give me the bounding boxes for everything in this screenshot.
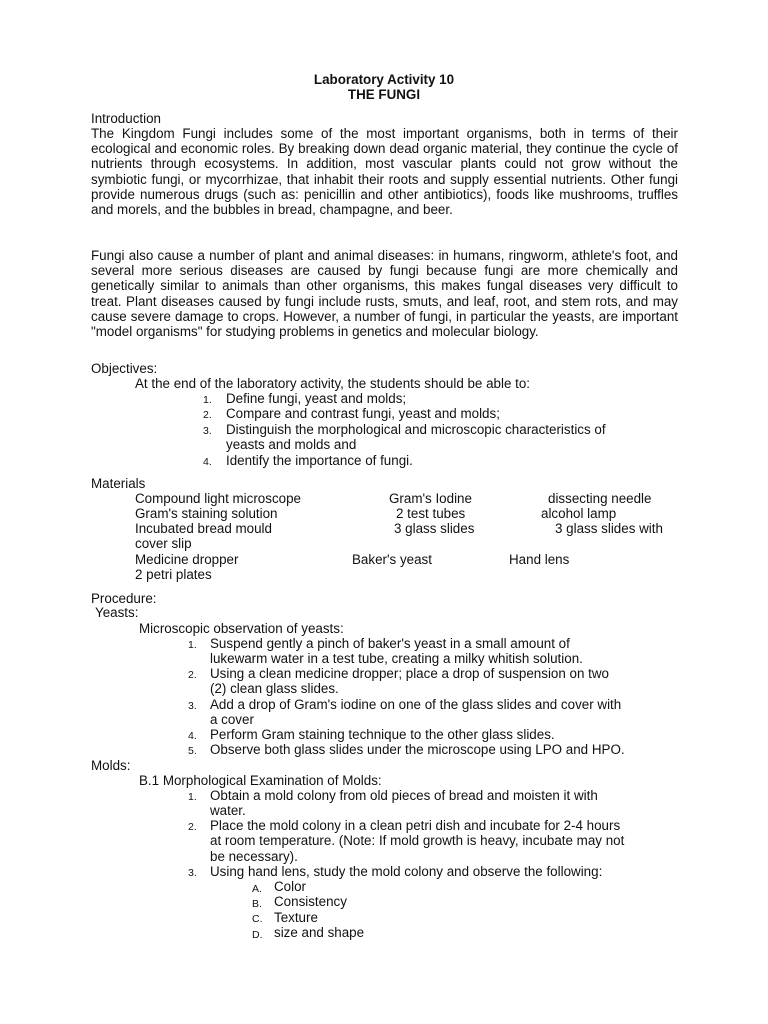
- observe-item: Texture: [274, 910, 318, 925]
- material-item: 2 test tubes: [396, 506, 466, 521]
- objective-item-continued: yeasts and molds and: [226, 437, 357, 452]
- mold-step-continued: be necessary).: [210, 849, 298, 864]
- objective-item: Compare and contrast fungi, yeast and molds;: [226, 406, 500, 421]
- material-item: Medicine dropper: [135, 552, 239, 567]
- yeast-step: Perform Gram staining technique to the other glass slides.: [210, 727, 555, 742]
- objective-item: Distinguish the morphological and microscopic characteristics of: [226, 422, 606, 437]
- material-item: Hand lens: [509, 552, 570, 567]
- material-item: 3 glass slides: [394, 521, 475, 536]
- observe-letter: D.: [252, 929, 263, 941]
- yeast-step-continued: a cover: [210, 712, 254, 727]
- objective-number: 1.: [203, 394, 212, 406]
- yeast-step: Using a clean medicine dropper; place a drop of suspension on two: [210, 666, 609, 681]
- introduction-paragraph-1: The Kingdom Fungi includes some of the most important organisms, both in terms of their ecological and economic roles. By breaking down dead organic material, they continue the cycle of nutrients through ecosystems. In addition, most vascular plants could not grow without the symbiotic fungi, or mycorrhizae, that inhabit their roots and supply essential nutrients. Other fungi provide numerous drugs (such as: penicillin and other antibiotics), foods like mushrooms, truffles and morels, and the bubbles in bread, champagne, and beer.: [91, 126, 678, 218]
- material-item: dissecting needle: [548, 491, 652, 506]
- molds-subheading: B.1 Morphological Examination of Molds:: [139, 773, 382, 788]
- observe-letter: A.: [252, 883, 262, 895]
- molds-heading: Molds:: [91, 758, 131, 773]
- yeast-step: Add a drop of Gram's iodine on one of the glass slides and cover with: [210, 697, 622, 712]
- objective-item: Identify the importance of fungi.: [226, 453, 413, 468]
- observe-letter: B.: [252, 898, 262, 910]
- material-item: alcohol lamp: [541, 506, 617, 521]
- objectives-heading: Objectives:: [91, 361, 158, 376]
- document-title: Laboratory Activity 10: [313, 72, 455, 87]
- yeast-step: Observe both glass slides under the microscope using LPO and HPO.: [210, 742, 625, 757]
- material-item: Compound light microscope: [135, 491, 301, 506]
- objective-item: Define fungi, yeast and molds;: [226, 391, 407, 406]
- material-item: Baker's yeast: [352, 552, 432, 567]
- yeast-step-number: 2.: [188, 669, 197, 681]
- yeast-step-number: 3.: [188, 700, 197, 712]
- objective-number: 2.: [203, 409, 212, 421]
- observe-letter: C.: [252, 913, 263, 925]
- mold-step: Place the mold colony in a clean petri dish and incubate for 2-4 hours: [210, 818, 621, 833]
- objective-number: 3.: [203, 425, 212, 437]
- yeast-step-continued: (2) clean glass slides.: [210, 681, 339, 696]
- introduction-heading: Introduction: [91, 111, 161, 126]
- material-item-continued: cover slip: [135, 536, 192, 551]
- observe-item: Color: [274, 879, 306, 894]
- mold-step-continued: at room temperature. (Note: If mold growth is heavy, incubate may not: [210, 833, 625, 848]
- yeasts-subheading: Microscopic observation of yeasts:: [139, 621, 344, 636]
- mold-step-number: 2.: [188, 821, 197, 833]
- yeast-step-number: 1.: [188, 639, 197, 651]
- materials-heading: Materials: [91, 476, 146, 491]
- document-subtitle: THE FUNGI: [347, 87, 421, 102]
- observe-item: size and shape: [274, 925, 365, 940]
- yeast-step-continued: lukewarm water in a test tube, creating a milky whitish solution.: [210, 651, 583, 666]
- observe-item: Consistency: [274, 894, 347, 909]
- material-item: Gram's Iodine: [389, 491, 472, 506]
- material-item: Gram's staining solution: [135, 506, 278, 521]
- yeast-step-number: 4.: [188, 730, 197, 742]
- mold-step: Obtain a mold colony from old pieces of bread and moisten it with: [210, 788, 598, 803]
- mold-step-continued: water.: [210, 803, 246, 818]
- procedure-heading: Procedure:: [91, 591, 157, 606]
- yeasts-heading: Yeasts:: [95, 605, 139, 620]
- objectives-lead: At the end of the laboratory activity, the students should be able to:: [135, 376, 531, 391]
- mold-step: Using hand lens, study the mold colony and observe the following:: [210, 864, 603, 879]
- yeast-step: Suspend gently a pinch of baker's yeast in a small amount of: [210, 636, 570, 651]
- introduction-paragraph-2: Fungi also cause a number of plant and animal diseases: in humans, ringworm, athlete's foot, and several more serious diseases are caused by fungi because fungi are more chemically and genetically similar to animals than other organisms, this makes fungal diseases very difficult to treat. Plant diseases caused by fungi include rusts, smuts, and leaf, root, and stem rots, and may cause severe damage to crops. However, a number of fungi, in particular the yeasts, are important "model organisms" for studying problems in genetics and molecular biology.: [91, 248, 678, 340]
- yeast-step-number: 5.: [188, 745, 197, 757]
- objective-number: 4.: [203, 456, 212, 468]
- material-item: 2 petri plates: [135, 567, 212, 582]
- material-item: 3 glass slides with: [555, 521, 663, 536]
- mold-step-number: 3.: [188, 867, 197, 879]
- mold-step-number: 1.: [188, 791, 197, 803]
- material-item: Incubated bread mould: [135, 521, 272, 536]
